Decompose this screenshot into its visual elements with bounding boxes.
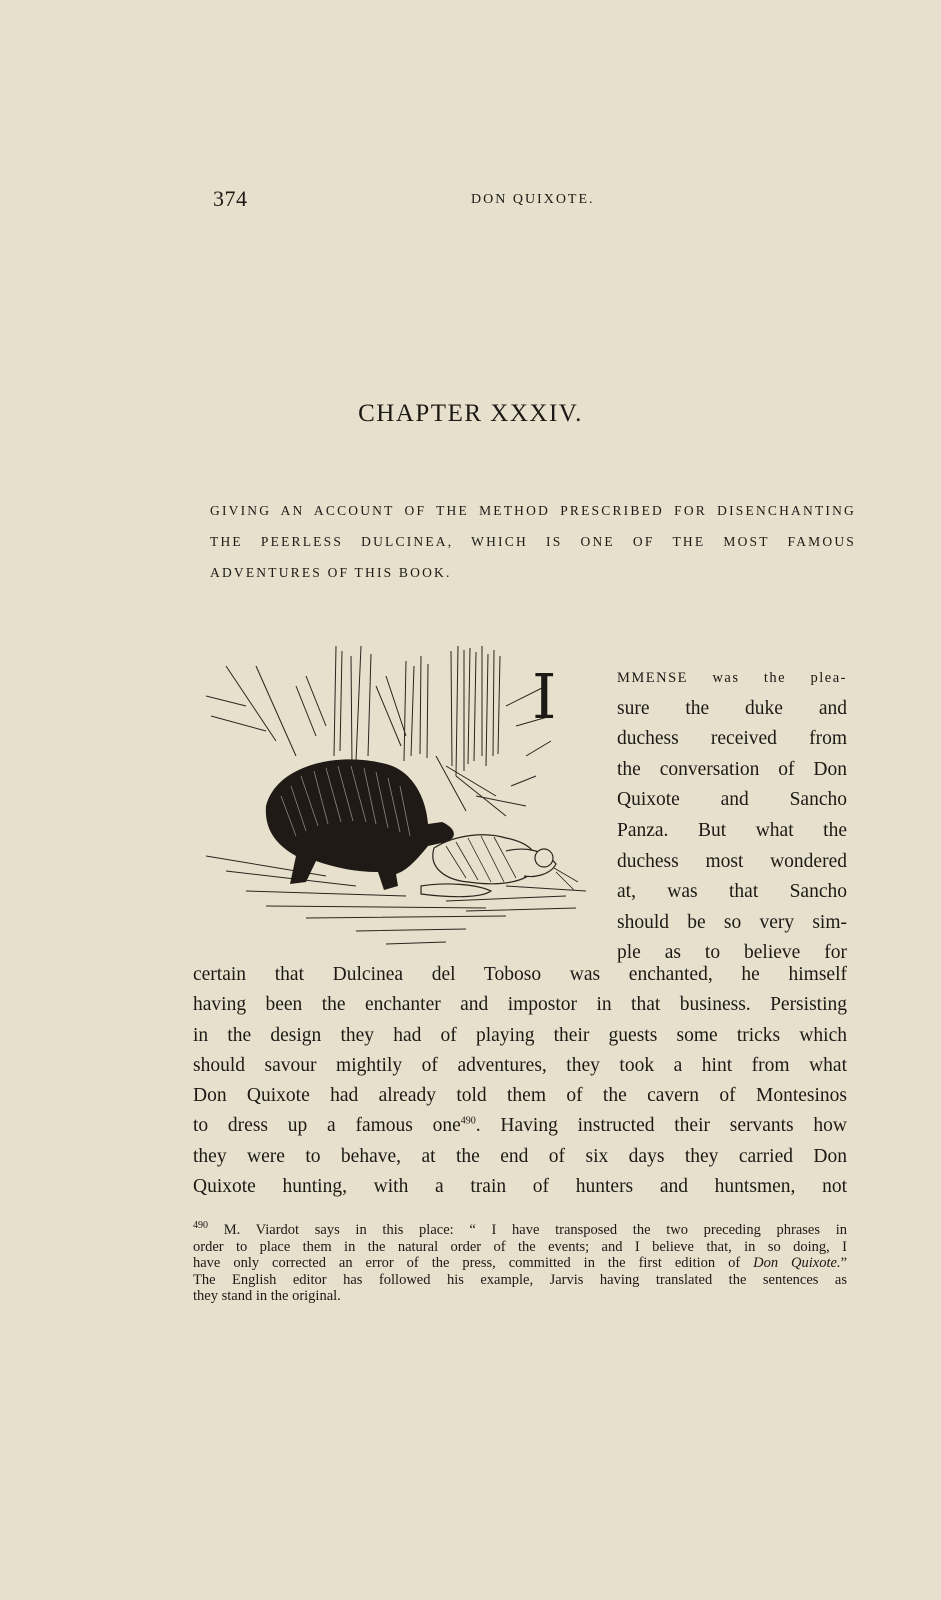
body-line: Panza. But what the — [617, 819, 847, 841]
footnote — [193, 1222, 847, 1305]
running-title: DON QUIXOTE. — [471, 192, 595, 207]
body-line: duchess received from — [617, 728, 847, 750]
body-line: they were to behave, at the end of six days they carried Don — [193, 1145, 847, 1167]
drop-cap: I — [532, 660, 557, 733]
body-text-full-width — [193, 960, 847, 1202]
footnote-line — [193, 1222, 847, 1239]
chapter-title: CHAPTER XXXIV. — [358, 400, 583, 427]
body-line-text: MMENSE was the plea- — [617, 670, 847, 686]
body-line: the conversation of Don — [617, 758, 847, 780]
footnote-text: have only corrected an error of the press, committed in the first edition of — [193, 1255, 754, 1271]
footnote-text: ” — [840, 1255, 848, 1271]
body-line — [617, 662, 847, 694]
body-line: should be so very sim- — [617, 911, 847, 933]
body-text-beside-illustration — [617, 662, 847, 969]
footnote-line — [193, 1255, 847, 1272]
body-line: ple as to believe for — [617, 942, 847, 964]
footnote-marker: 490 — [193, 1220, 208, 1232]
body-line: certain that Dulcinea del Toboso was enchanted, he himself — [193, 964, 847, 985]
body-line: duchess most wondered — [617, 850, 847, 872]
footnote-line: The English editor has followed his example, Jarvis having translated the sentences as — [193, 1271, 847, 1288]
chapter-summary: GIVING AN ACCOUNT OF THE METHOD PRESCRIBED FOR DISENCHANTING THE PEERLESS DULCINEA, WHICH IS ONE OF THE MOST FAMOUS ADVENTURES OF THIS BOOK. — [210, 503, 856, 580]
body-line: should savour mightily of adventures, they took a hint from what — [193, 1054, 847, 1076]
footnote-line: order to place them in the natural order of the events; and I believe that, in so doing, I — [193, 1238, 847, 1255]
body-line: Quixote and Sancho — [617, 789, 847, 811]
body-line: Don Quixote had already told them of the cavern of Montesinos — [193, 1085, 847, 1107]
body-line: in the design they had of playing their guests some tricks which — [193, 1024, 847, 1046]
body-line: having been the enchanter and impostor in that business. Persisting — [193, 994, 847, 1016]
body-line-text: . Having instructed their servants how — [475, 1115, 847, 1137]
body-line-text: to dress up a famous one — [193, 1115, 461, 1137]
footnote-reference[interactable]: 490 — [460, 1115, 476, 1127]
body-line: sure the duke and — [617, 697, 847, 719]
body-line: at, was that Sancho — [617, 881, 847, 903]
footnote-line: they stand in the original. — [193, 1288, 341, 1304]
bear-attack-engraving-icon — [206, 646, 602, 964]
running-head — [213, 186, 846, 216]
body-line: Quixote hunting, with a train of hunters and huntsmen, not — [193, 1176, 847, 1198]
page-number: 374 — [213, 186, 248, 211]
footnote-book-title: Don Quixote. — [753, 1255, 841, 1271]
body-line-with-note — [193, 1111, 847, 1141]
footnote-text: M. Viardot says in this place: “ I have transposed the two preceding phrases in — [208, 1222, 847, 1238]
